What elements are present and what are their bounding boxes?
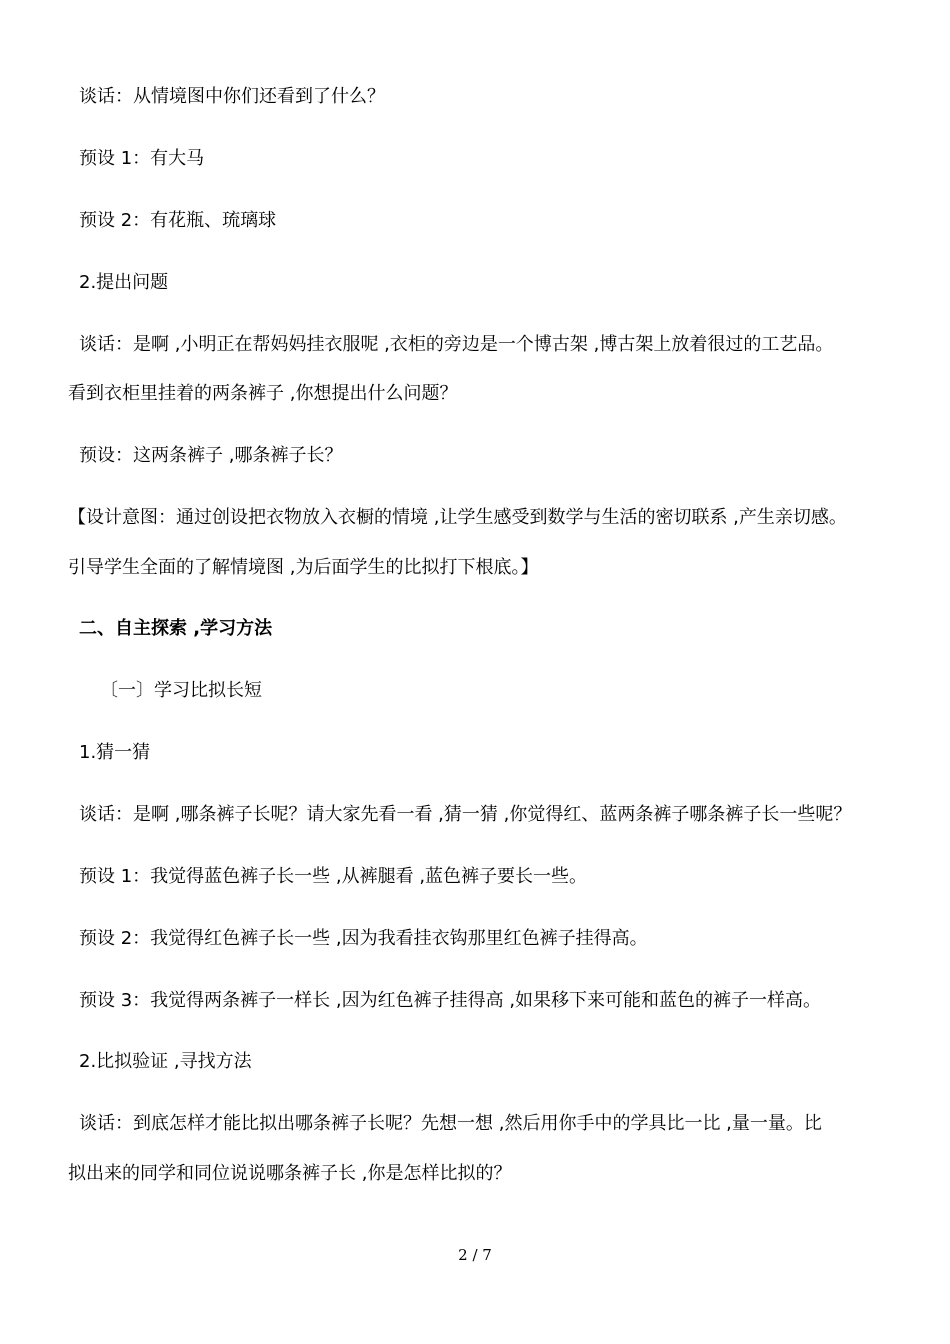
paragraph-line: 谈话：从情境图中你们还看到了什么？	[79, 86, 385, 107]
paragraph-line: 预设 3：我觉得两条裤子一样长 ,因为红色裤子挂得高 ,如果移下来可能和蓝色的裤子一样高。	[79, 990, 822, 1011]
paragraph-line: 预设 1：有大马	[79, 148, 205, 169]
section-heading: 2.提出问题	[79, 272, 169, 293]
paragraph-line: 看到衣柜里挂着的两条裤子 ,你想提出什么问题？	[68, 383, 458, 404]
page-number: 2 / 7	[458, 1246, 492, 1264]
paragraph-line: 预设 1：我觉得蓝色裤子长一些 ,从裤腿看 ,蓝色裤子要长一些。	[79, 866, 588, 887]
paragraph-line: 预设 2：我觉得红色裤子长一些 ,因为我看挂衣钩那里红色裤子挂得高。	[79, 928, 648, 949]
section-heading: 1.猜一猜	[79, 742, 151, 763]
design-intent-line: 引导学生全面的了解情境图 ,为后面学生的比拟打下根底。】	[68, 557, 539, 578]
subsection-title: 〔一〕学习比拟长短	[100, 680, 262, 701]
paragraph-line: 谈话：是啊 ,小明正在帮妈妈挂衣服呢 ,衣柜的旁边是一个博古架 ,博古架上放着很过的工艺品。	[79, 334, 834, 355]
paragraph-line: 预设 2：有花瓶、琉璃球	[79, 210, 277, 231]
paragraph-line: 预设：这两条裤子 ,哪条裤子长？	[79, 445, 343, 466]
paragraph-line: 谈话：是啊 ,哪条裤子长呢？请大家先看一看 ,猜一猜 ,你觉得红、蓝两条裤子哪条裤子长一些呢？	[79, 804, 852, 825]
paragraph-line: 拟出来的同学和同位说说哪条裤子长 ,你是怎样比拟的？	[68, 1163, 512, 1184]
section-title: 二、自主探索 ,学习方法	[79, 618, 273, 639]
paragraph-line: 谈话：到底怎样才能比拟出哪条裤子长呢？先想一想 ,然后用你手中的学具比一比 ,量一量。比	[79, 1113, 822, 1134]
design-intent-line: 【设计意图：通过创设把衣物放入衣橱的情境 ,让学生感受到数学与生活的密切联系 ,产生亲切感。	[68, 507, 847, 528]
section-heading: 2.比拟验证 ,寻找方法	[79, 1051, 252, 1072]
